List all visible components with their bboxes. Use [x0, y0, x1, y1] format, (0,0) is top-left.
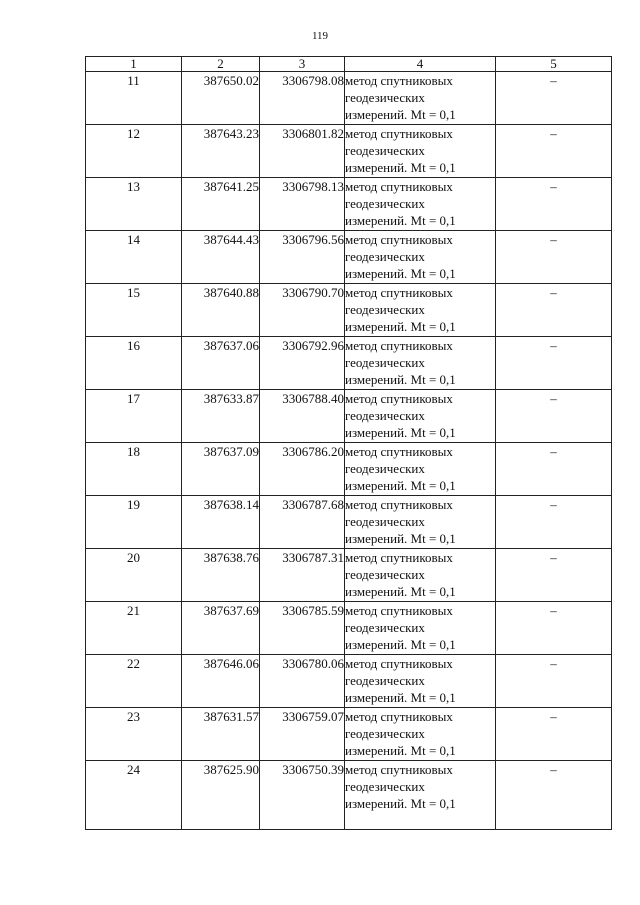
note-cell: – [496, 496, 612, 549]
point-number: 17 [86, 390, 182, 443]
header-cell-4: 4 [345, 57, 496, 72]
method-cell [345, 178, 496, 231]
method-cell [345, 390, 496, 443]
method-line: геодезических [345, 673, 425, 688]
x-coordinate: 387641.25 [182, 178, 260, 231]
method-line: геодезических [345, 355, 425, 370]
table-row [86, 708, 612, 761]
header-cell-1: 1 [86, 57, 182, 72]
y-coordinate: 3306796.56 [260, 231, 345, 284]
point-number: 24 [86, 761, 182, 830]
note-cell: – [496, 549, 612, 602]
method-line: метод спутниковых [345, 603, 453, 618]
method-line: метод спутниковых [345, 285, 453, 300]
method-line: геодезических [345, 620, 425, 635]
table-row [86, 761, 612, 830]
y-coordinate: 3306798.08 [260, 72, 345, 125]
table-row [86, 72, 612, 125]
table-header [86, 57, 612, 72]
method-line: измерений. Mt = 0,1 [345, 531, 456, 546]
point-number: 11 [86, 72, 182, 125]
method-line: геодезических [345, 143, 425, 158]
method-cell [345, 602, 496, 655]
method-cell [345, 708, 496, 761]
y-coordinate: 3306750.39 [260, 761, 345, 830]
method-cell [345, 549, 496, 602]
y-coordinate: 3306785.59 [260, 602, 345, 655]
note-cell: – [496, 178, 612, 231]
y-coordinate: 3306790.70 [260, 284, 345, 337]
y-coordinate: 3306798.13 [260, 178, 345, 231]
x-coordinate: 387637.06 [182, 337, 260, 390]
point-number: 19 [86, 496, 182, 549]
method-cell [345, 443, 496, 496]
header-cell-2: 2 [182, 57, 260, 72]
x-coordinate: 387650.02 [182, 72, 260, 125]
note-cell: – [496, 72, 612, 125]
method-line: метод спутниковых [345, 338, 453, 353]
table-body [86, 72, 612, 830]
y-coordinate: 3306801.82 [260, 125, 345, 178]
method-cell [345, 125, 496, 178]
method-line: метод спутниковых [345, 497, 453, 512]
method-line: измерений. Mt = 0,1 [345, 213, 456, 228]
method-line: измерений. Mt = 0,1 [345, 319, 456, 334]
method-line: геодезических [345, 249, 425, 264]
method-line: измерений. Mt = 0,1 [345, 478, 456, 493]
header-cell-5: 5 [496, 57, 612, 72]
method-line: метод спутниковых [345, 656, 453, 671]
table-row [86, 496, 612, 549]
note-cell: – [496, 231, 612, 284]
y-coordinate: 3306759.07 [260, 708, 345, 761]
method-line: измерений. Mt = 0,1 [345, 584, 456, 599]
method-line: измерений. Mt = 0,1 [345, 690, 456, 705]
method-line: геодезических [345, 302, 425, 317]
note-cell: – [496, 284, 612, 337]
x-coordinate: 387640.88 [182, 284, 260, 337]
point-number: 18 [86, 443, 182, 496]
x-coordinate: 387637.69 [182, 602, 260, 655]
method-line: геодезических [345, 461, 425, 476]
note-cell: – [496, 337, 612, 390]
method-cell [345, 761, 496, 830]
page-number: 119 [311, 30, 329, 42]
coordinates-table [85, 56, 612, 830]
x-coordinate: 387638.14 [182, 496, 260, 549]
table-row [86, 337, 612, 390]
method-line: метод спутниковых [345, 179, 453, 194]
method-line: геодезических [345, 726, 425, 741]
method-line: метод спутниковых [345, 709, 453, 724]
method-line: измерений. Mt = 0,1 [345, 160, 456, 175]
header-row [86, 57, 612, 72]
method-line: метод спутниковых [345, 126, 453, 141]
y-coordinate: 3306788.40 [260, 390, 345, 443]
x-coordinate: 387637.09 [182, 443, 260, 496]
table-row [86, 602, 612, 655]
method-line: измерений. Mt = 0,1 [345, 743, 456, 758]
point-number: 13 [86, 178, 182, 231]
method-line: измерений. Mt = 0,1 [345, 266, 456, 281]
y-coordinate: 3306786.20 [260, 443, 345, 496]
point-number: 22 [86, 655, 182, 708]
point-number: 16 [86, 337, 182, 390]
note-cell: – [496, 602, 612, 655]
point-number: 15 [86, 284, 182, 337]
method-cell [345, 284, 496, 337]
method-line: геодезических [345, 779, 425, 794]
method-line: измерений. Mt = 0,1 [345, 425, 456, 440]
note-cell: – [496, 443, 612, 496]
method-line: геодезических [345, 567, 425, 582]
table-row [86, 443, 612, 496]
point-number: 23 [86, 708, 182, 761]
method-line: метод спутниковых [345, 391, 453, 406]
method-line: измерений. Mt = 0,1 [345, 637, 456, 652]
x-coordinate: 387625.90 [182, 761, 260, 830]
method-cell [345, 496, 496, 549]
point-number: 20 [86, 549, 182, 602]
note-cell: – [496, 655, 612, 708]
method-line: измерений. Mt = 0,1 [345, 107, 456, 122]
note-cell: – [496, 390, 612, 443]
note-cell: – [496, 708, 612, 761]
y-coordinate: 3306787.31 [260, 549, 345, 602]
table-row [86, 655, 612, 708]
table-row [86, 549, 612, 602]
method-line: метод спутниковых [345, 73, 453, 88]
method-cell [345, 231, 496, 284]
note-cell: – [496, 125, 612, 178]
method-line: геодезических [345, 514, 425, 529]
method-cell [345, 655, 496, 708]
method-line: метод спутниковых [345, 444, 453, 459]
x-coordinate: 387633.87 [182, 390, 260, 443]
x-coordinate: 387646.06 [182, 655, 260, 708]
method-cell [345, 72, 496, 125]
x-coordinate: 387644.43 [182, 231, 260, 284]
y-coordinate: 3306780.06 [260, 655, 345, 708]
method-line: геодезических [345, 408, 425, 423]
method-line: измерений. Mt = 0,1 [345, 796, 456, 811]
point-number: 12 [86, 125, 182, 178]
point-number: 14 [86, 231, 182, 284]
method-line: метод спутниковых [345, 762, 453, 777]
x-coordinate: 387643.23 [182, 125, 260, 178]
y-coordinate: 3306792.96 [260, 337, 345, 390]
method-line: метод спутниковых [345, 550, 453, 565]
table-row [86, 178, 612, 231]
method-cell [345, 337, 496, 390]
method-line: геодезических [345, 90, 425, 105]
x-coordinate: 387631.57 [182, 708, 260, 761]
method-line: геодезических [345, 196, 425, 211]
x-coordinate: 387638.76 [182, 549, 260, 602]
table-row [86, 231, 612, 284]
table-row [86, 390, 612, 443]
method-line: метод спутниковых [345, 232, 453, 247]
table-row [86, 125, 612, 178]
note-cell: – [496, 761, 612, 830]
header-cell-3: 3 [260, 57, 345, 72]
y-coordinate: 3306787.68 [260, 496, 345, 549]
method-line: измерений. Mt = 0,1 [345, 372, 456, 387]
point-number: 21 [86, 602, 182, 655]
table-row [86, 284, 612, 337]
